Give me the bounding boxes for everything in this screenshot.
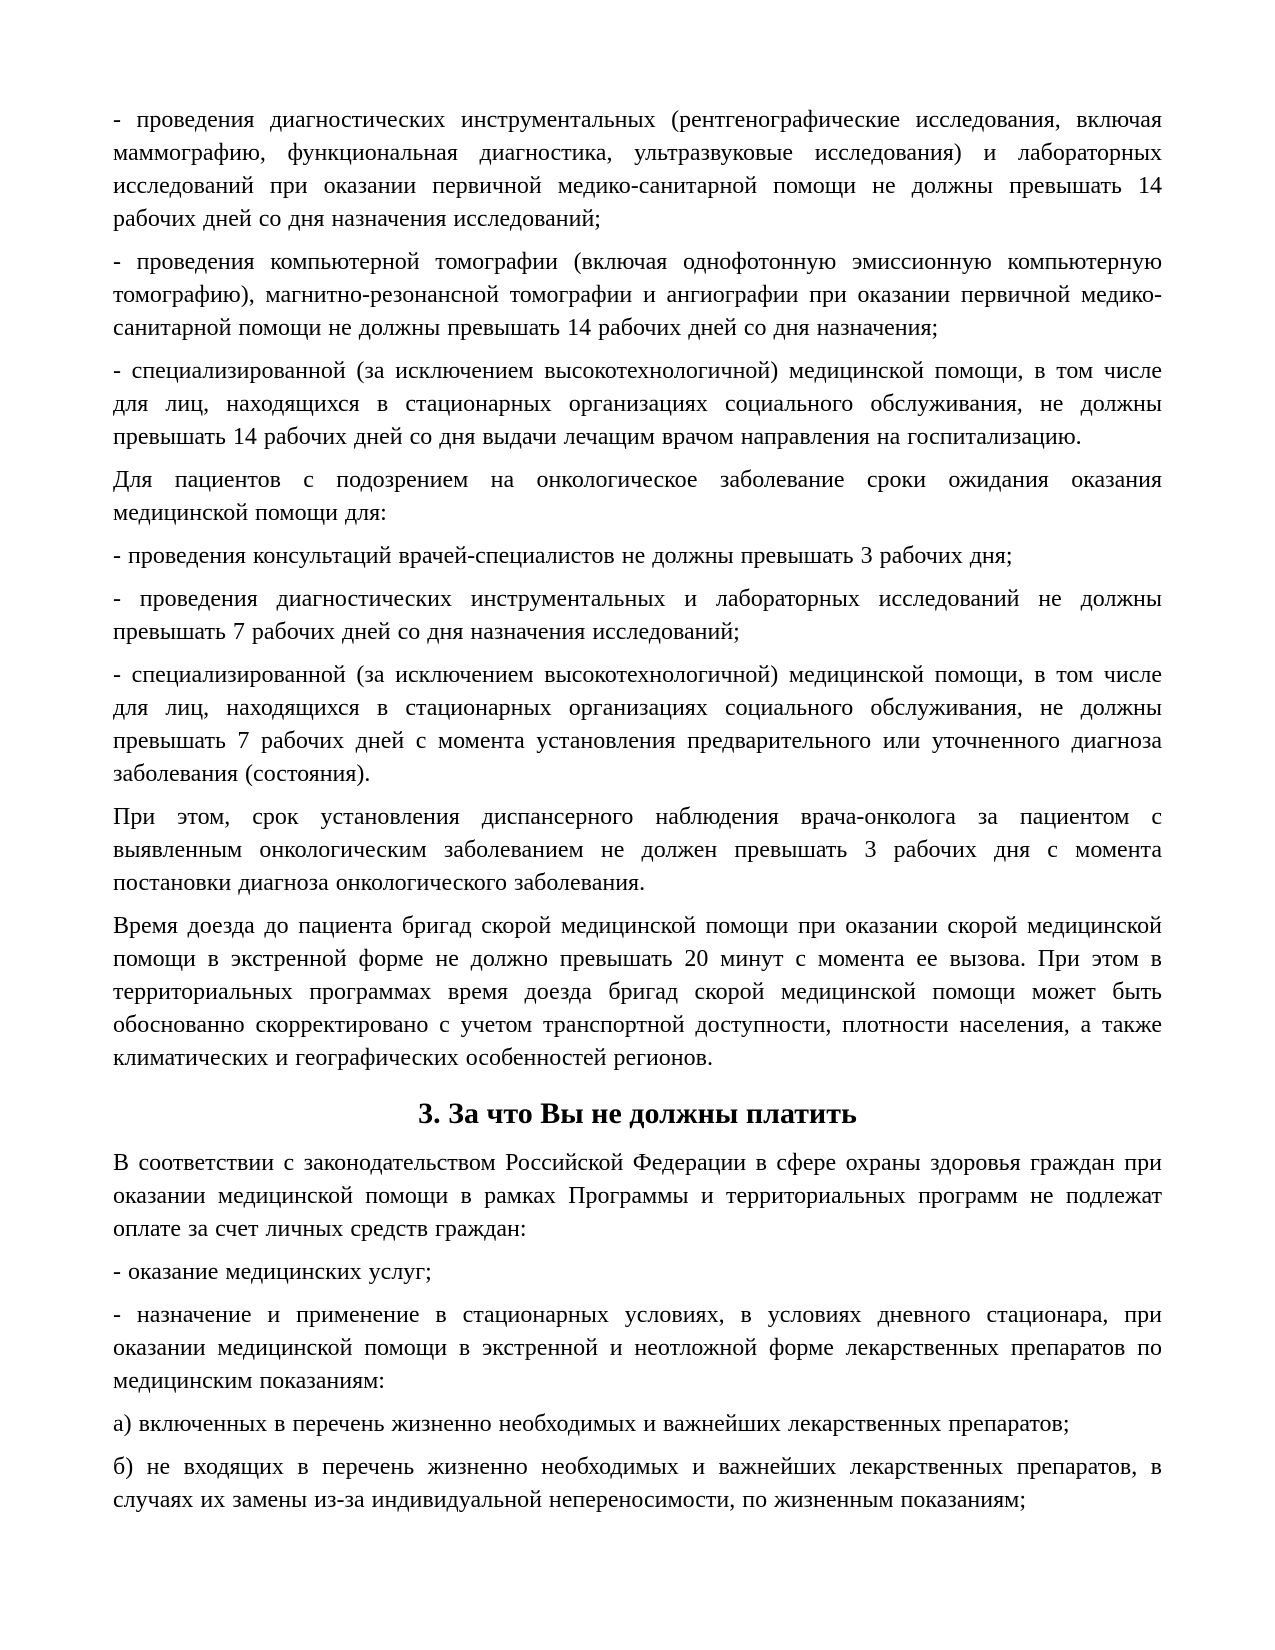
paragraph: Время доезда до пациента бригад скорой медицинской помощи при оказании скорой медицинской помощи в экстренной форме не должно превышать 20 минут с момента ее вызова. При этом в территориальных программах время доезда бригад скорой медицинской помощи может быть обоснованно скорректировано с учетом транспортной доступности, плотности населения, а также климатических и географических особенностей регионов. <box>113 913 1162 1071</box>
paragraph: - назначение и применение в стационарных условиях, в условиях дневного стационара, при оказании медицинской помощи в экстренной и неотложной форме лекарственных препаратов по медицинским показаниям: <box>113 1302 1162 1394</box>
paragraph: В соответствии с законодательством Российской Федерации в сфере охраны здоровья граждан при оказании медицинской помощи в рамках Программы и территориальных программ не подлежат оплате за счет личных средств граждан: <box>113 1150 1162 1242</box>
paragraph: б) не входящих в перечень жизненно необходимых и важнейших лекарственных препаратов, в случаях их замены из-за индивидуальной непереносимости, по жизненным показаниям; <box>113 1454 1162 1513</box>
paragraph: - специализированной (за исключением высокотехнологичной) медицинской помощи, в том числе для лиц, находящихся в стационарных организациях социального обслуживания, не должны превышать 7 рабочих дней с момента установления предварительного или уточненного диагноза заболевания (состояния). <box>113 662 1162 787</box>
paragraph: - проведения компьютерной томографии (включая однофотонную эмиссионную компьютерную томографию), магнитно-резонансной томографии и ангиографии при оказании первичной медико-санитарной помощи не должны превышать 14 рабочих дней со дня назначения; <box>113 249 1162 341</box>
paragraph: - проведения диагностических инструментальных (рентгенографические исследования, включая маммографию, функциональная диагностика, ультразвуковые исследования) и лабораторных исследований при оказании первичной медико-санитарной помощи не должны превышать 14 рабочих дней со дня назначения исследований; <box>113 107 1162 232</box>
paragraph: Для пациентов с подозрением на онкологическое заболевание сроки ожидания оказания медицинской помощи для: <box>113 467 1162 526</box>
paragraph: - оказание медицинских услуг; <box>113 1259 432 1285</box>
paragraph: - проведения диагностических инструментальных и лабораторных исследований не должны превышать 7 рабочих дней со дня назначения исследований; <box>113 586 1162 645</box>
paragraph: - специализированной (за исключением высокотехнологичной) медицинской помощи, в том числе для лиц, находящихся в стационарных организациях социального обслуживания, не должны превышать 14 рабочих дней со дня выдачи лечащим врачом направления на госпитализацию. <box>113 358 1162 450</box>
paragraph: При этом, срок установления диспансерного наблюдения врача-онколога за пациентом с выявленным онкологическим заболеванием не должен превышать 3 рабочих дня с момента постановки диагноза онкологического заболевания. <box>113 804 1162 896</box>
paragraph: - проведения консультаций врачей-специалистов не должны превышать 3 рабочих дня; <box>113 543 1013 569</box>
paragraph: а) включенных в перечень жизненно необходимых и важнейших лекарственных препаратов; <box>113 1411 1070 1437</box>
section-heading: 3. За что Вы не должны платить <box>418 1097 857 1130</box>
